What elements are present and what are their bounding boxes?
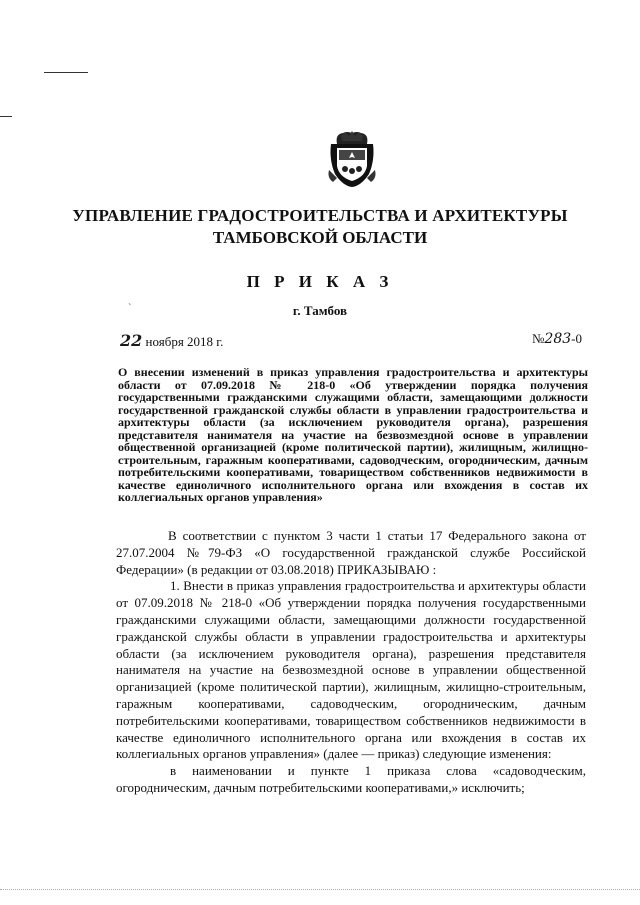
number-prefix: № xyxy=(532,331,545,346)
paragraph-item-1: 1. Внести в приказ управления градостроительства и архитектуры области от 07.09.2018 № 218-0 «Об утверждении порядка получения государственными гражданскими служащими области, замещающими должности государственной гражданской службы области в управлении градостроительства и архитектуры области (за исключением руководителя органа), разрешения представителя нанимателя на участие на безвозмездной основе в управлении общественной организацией (кроме политической партии), жилищным, жилищно-строительным, гаражным кооперативами, садоводческим, огородническим, дачным потребительскими кооперативами, товариществом собственников недвижимости в качестве единоличного исполнительного органа или вхождения в состав их коллегиальных органов управления» (далее — приказ) следующие изменения: xyxy=(116,578,586,762)
document-number xyxy=(532,331,582,347)
number-handwritten: 283 xyxy=(544,331,572,347)
date-day: 22 xyxy=(120,331,143,350)
scan-mark-top xyxy=(44,72,88,73)
organization-name-line1: УПРАВЛЕНИЕ ГРАДОСТРОИТЕЛЬСТВА И АРХИТЕКТУРЫ xyxy=(72,206,568,225)
date-month-year: ноября 2018 г. xyxy=(145,334,224,349)
organization-name-line2: ТАМБОВСКОЙ ОБЛАСТИ xyxy=(212,228,428,247)
paragraph-preamble: В соответствии с пунктом 3 части 1 статьи 17 Федерального закона от 27.07.2004 №79-ФЗ «О государственной гражданской службе Российской Федерации» (в редакции от 03.08.2018) ПРИКАЗЫВАЮ : xyxy=(116,528,586,577)
number-suffix: -0 xyxy=(571,331,582,346)
document-date xyxy=(120,331,223,350)
order-body xyxy=(116,528,586,797)
coat-of-arms-icon xyxy=(327,130,377,188)
paragraph-change-1: в наименовании и пункте 1 приказа слова «садоводческим, огородническим, дачным потребительскими кооперативами,» исключить; xyxy=(116,763,586,795)
document-type: П Р И К А З xyxy=(246,272,394,291)
order-subject: О внесении изменений в приказ управления градостроительства и архитектуры области от 07.09.2018 № 218-0 «Об утверждении порядка получения государственными гражданскими служащими области, замещающими должности государственной гражданской службы области в управлении градостроительства и архитектуры области (за исключением руководителя органа), разрешения представителя нанимателя на участие на безвозмездной основе в управлении общественной организацией (кроме политической партии), жилищным, жилищно-строительным, гаражным кооперативами, садоводческим, огородническим, дачным потребительскими кооперативами, товариществом собственников недвижимости в качестве единоличного исполнительного органа или вхождения в состав их коллегиальных органов управления» xyxy=(118,365,588,504)
scan-mark-left xyxy=(0,116,12,117)
scan-bottom-edge xyxy=(0,889,640,891)
scan-tick: ` xyxy=(128,303,132,314)
city: г. Тамбов xyxy=(292,303,348,318)
